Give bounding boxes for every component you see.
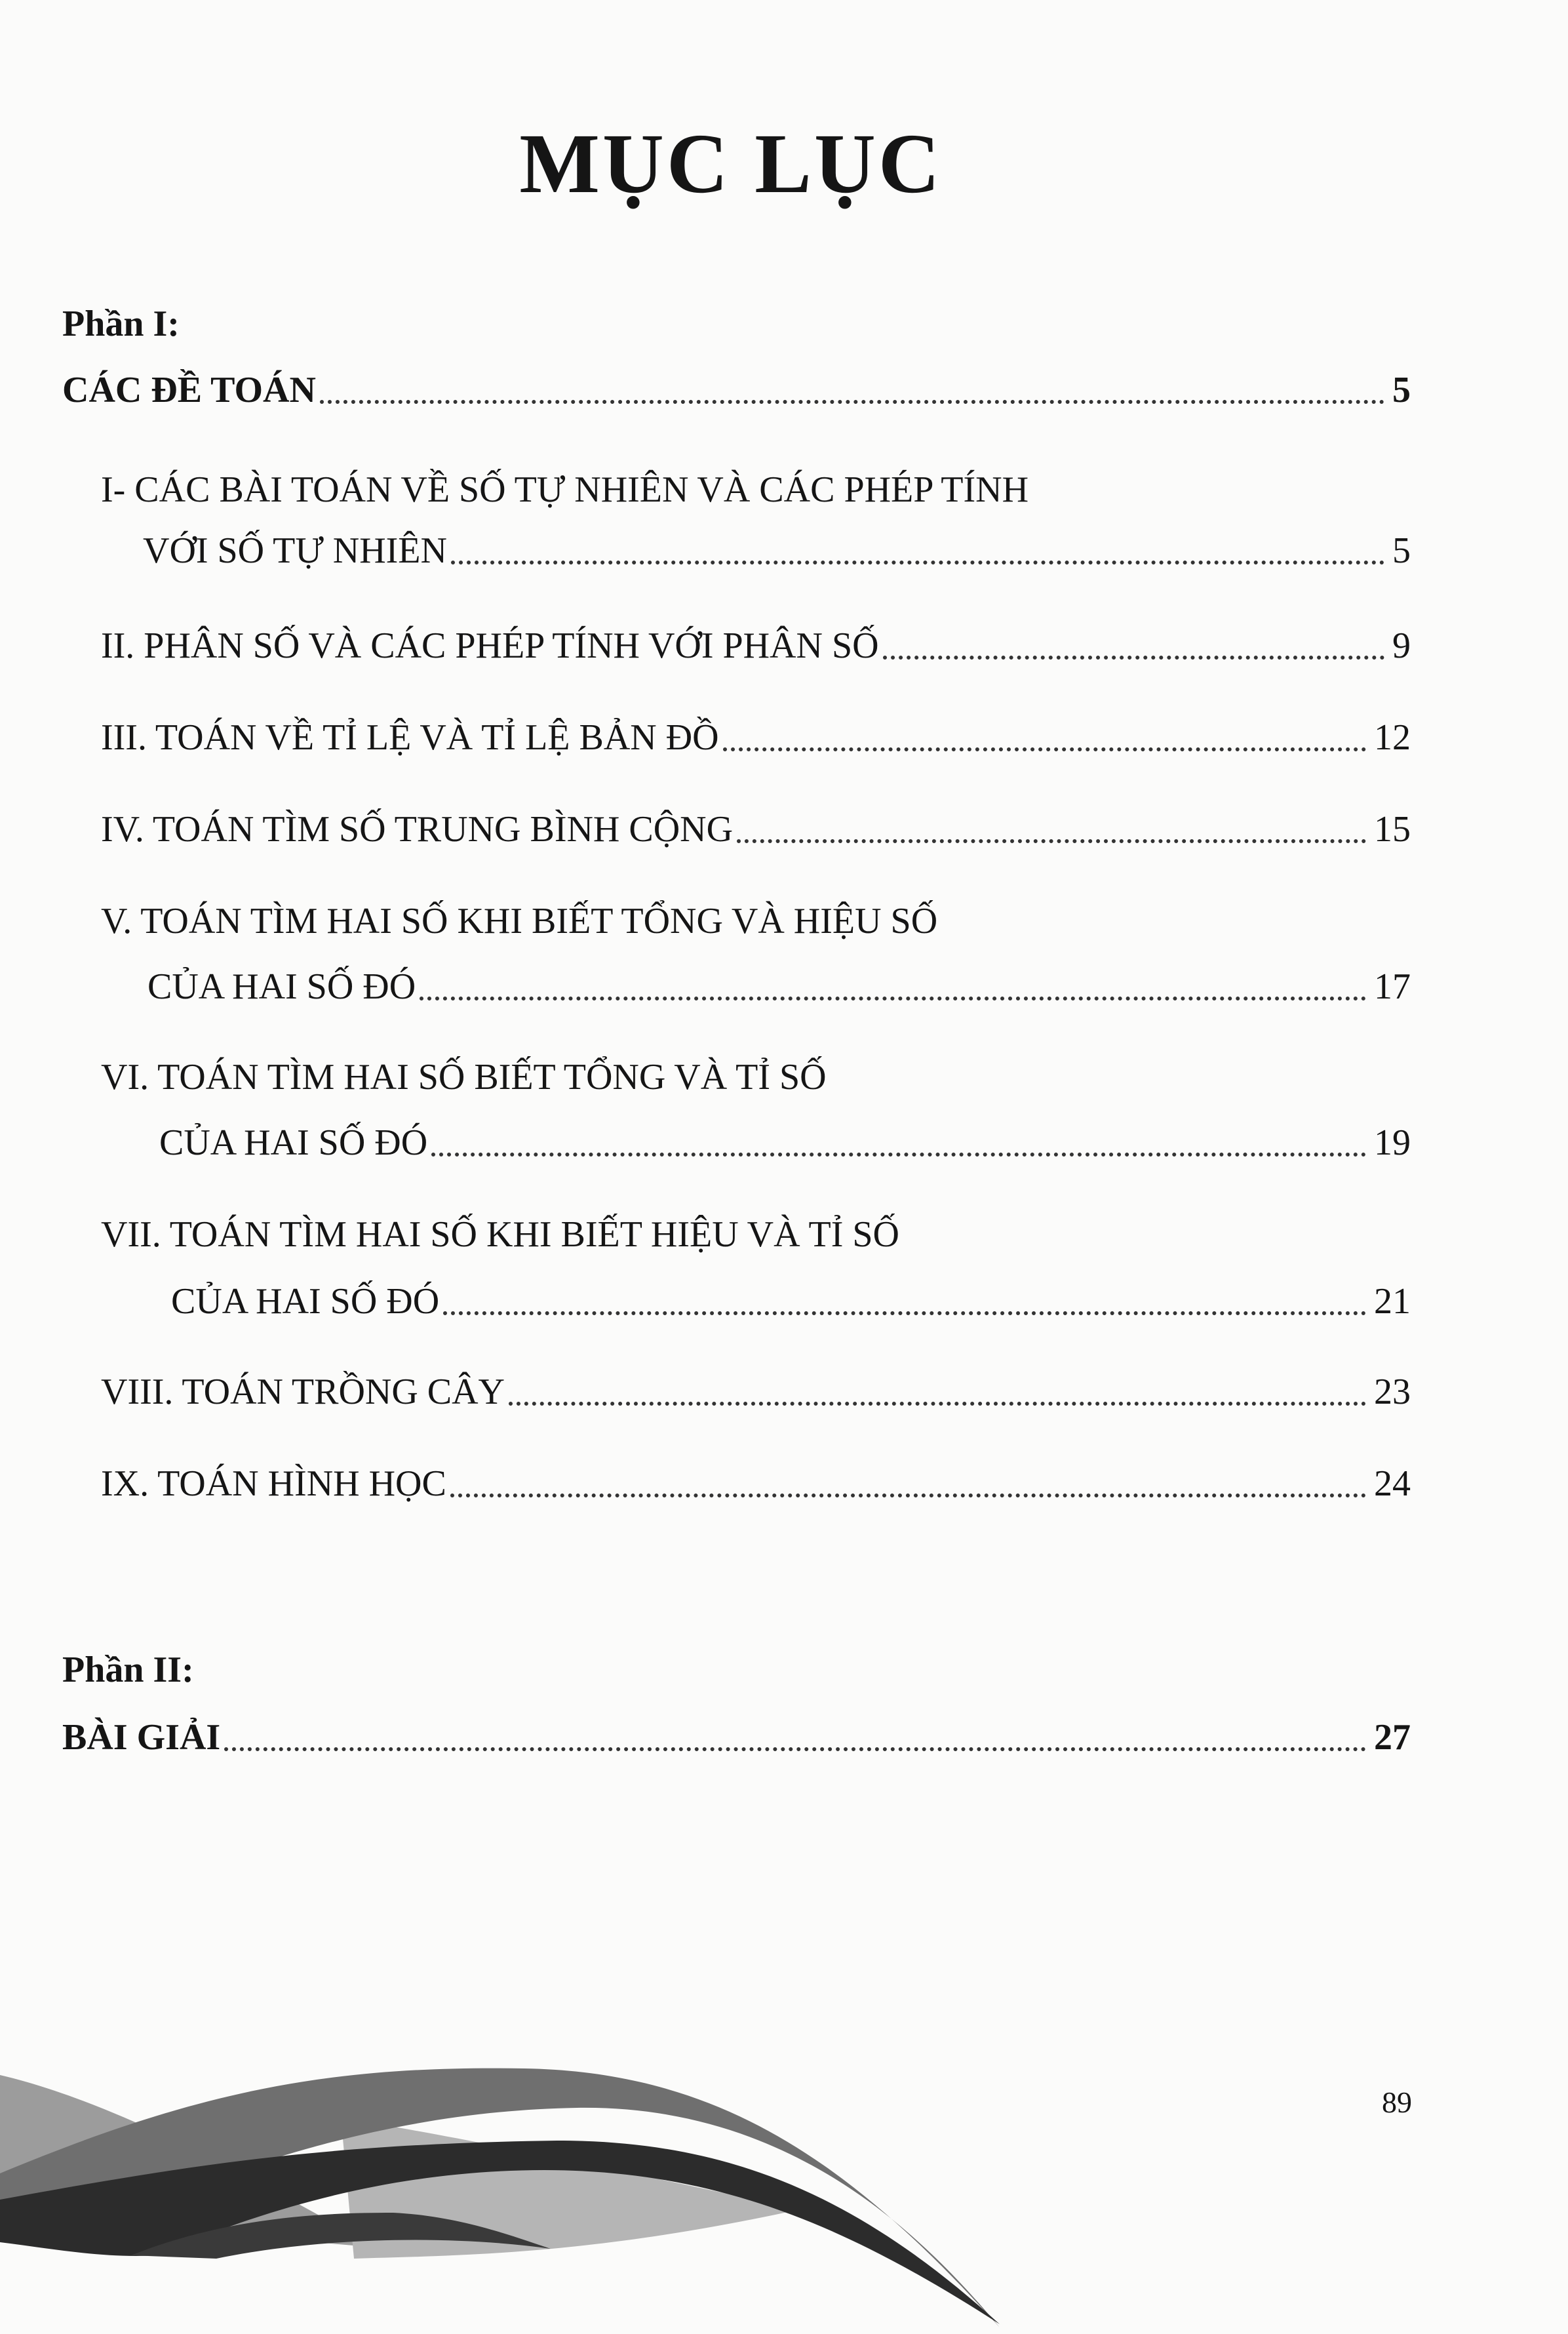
toc-entry-title: CỦA HAI SỐ ĐÓ	[159, 1122, 428, 1163]
dot-leader	[224, 1747, 1366, 1751]
part-2-label: Phần II:	[62, 1650, 194, 1690]
toc-page-number: 12	[1374, 717, 1411, 758]
dot-leader	[883, 656, 1384, 660]
toc-entry[interactable]	[101, 806, 1411, 852]
toc-entry-line1: VII. TOÁN TÌM HAI SỐ KHI BIẾT HIỆU VÀ TỈ SỐ	[101, 1214, 899, 1255]
toc-entry-part-1[interactable]	[62, 367, 1411, 413]
toc-page-number: 19	[1374, 1122, 1411, 1163]
toc-entry[interactable]	[171, 1278, 1411, 1324]
dot-leader	[737, 839, 1366, 843]
dot-leader	[450, 1493, 1366, 1497]
toc-entry[interactable]	[147, 964, 1411, 1010]
dot-leader	[723, 747, 1366, 751]
dot-leader	[320, 400, 1384, 404]
toc-entry-title: CÁC ĐỀ TOÁN	[62, 370, 316, 410]
toc-entry[interactable]	[101, 1369, 1411, 1415]
toc-entry[interactable]	[101, 1461, 1411, 1507]
toc-entry-title: CỦA HAI SỐ ĐÓ	[147, 966, 416, 1007]
toc-entry[interactable]	[101, 623, 1411, 669]
toc-entry-title: IV. TOÁN TÌM SỐ TRUNG BÌNH CỘNG	[101, 809, 734, 850]
dot-leader	[431, 1153, 1366, 1157]
decorative-wave-graphic	[0, 1967, 1568, 2334]
toc-entry-title: II. PHÂN SỐ VÀ CÁC PHÉP TÍNH VỚI PHÂN SỐ	[101, 625, 879, 666]
toc-entry-title: III. TOÁN VỀ TỈ LỆ VÀ TỈ LỆ BẢN ĐỒ	[101, 717, 719, 758]
toc-entry[interactable]	[101, 715, 1411, 761]
toc-page-number: 27	[1374, 1717, 1411, 1758]
toc-entry-part-2[interactable]	[62, 1714, 1411, 1760]
toc-page-number: 24	[1374, 1463, 1411, 1504]
toc-entry-line1: I- CÁC BÀI TOÁN VỀ SỐ TỰ NHIÊN VÀ CÁC PHÉP TÍNH	[101, 469, 1029, 510]
toc-page-number: 15	[1374, 809, 1411, 850]
toc-entry-title: IX. TOÁN HÌNH HỌC	[101, 1463, 446, 1504]
toc-page-number: 5	[1392, 370, 1411, 410]
page-number: 89	[1382, 2086, 1412, 2119]
toc-page-number: 21	[1374, 1281, 1411, 1322]
toc-entry-title: VIII. TOÁN TRỒNG CÂY	[101, 1372, 505, 1412]
toc-page-number: 5	[1392, 530, 1411, 571]
dot-leader	[443, 1311, 1366, 1315]
part-1-label: Phần I:	[62, 304, 180, 344]
dot-leader	[420, 997, 1366, 1000]
toc-entry-title: BÀI GIẢI	[62, 1717, 221, 1758]
toc-entry[interactable]	[143, 528, 1411, 574]
toc-page-number: 9	[1392, 625, 1411, 666]
toc-page-number: 17	[1374, 966, 1411, 1007]
dot-leader	[509, 1402, 1366, 1406]
toc-entry[interactable]	[159, 1120, 1411, 1166]
page-title: MỤC LỤC	[519, 117, 943, 211]
toc-entry-line1: V. TOÁN TÌM HAI SỐ KHI BIẾT TỔNG VÀ HIỆU SỐ	[101, 901, 938, 941]
toc-entry-title: CỦA HAI SỐ ĐÓ	[171, 1281, 440, 1322]
toc-entry-line1: VI. TOÁN TÌM HAI SỐ BIẾT TỔNG VÀ TỈ SỐ	[101, 1057, 827, 1098]
toc-entry-title: VỚI SỐ TỰ NHIÊN	[143, 530, 447, 571]
toc-page-number: 23	[1374, 1372, 1411, 1412]
dot-leader	[451, 561, 1384, 564]
